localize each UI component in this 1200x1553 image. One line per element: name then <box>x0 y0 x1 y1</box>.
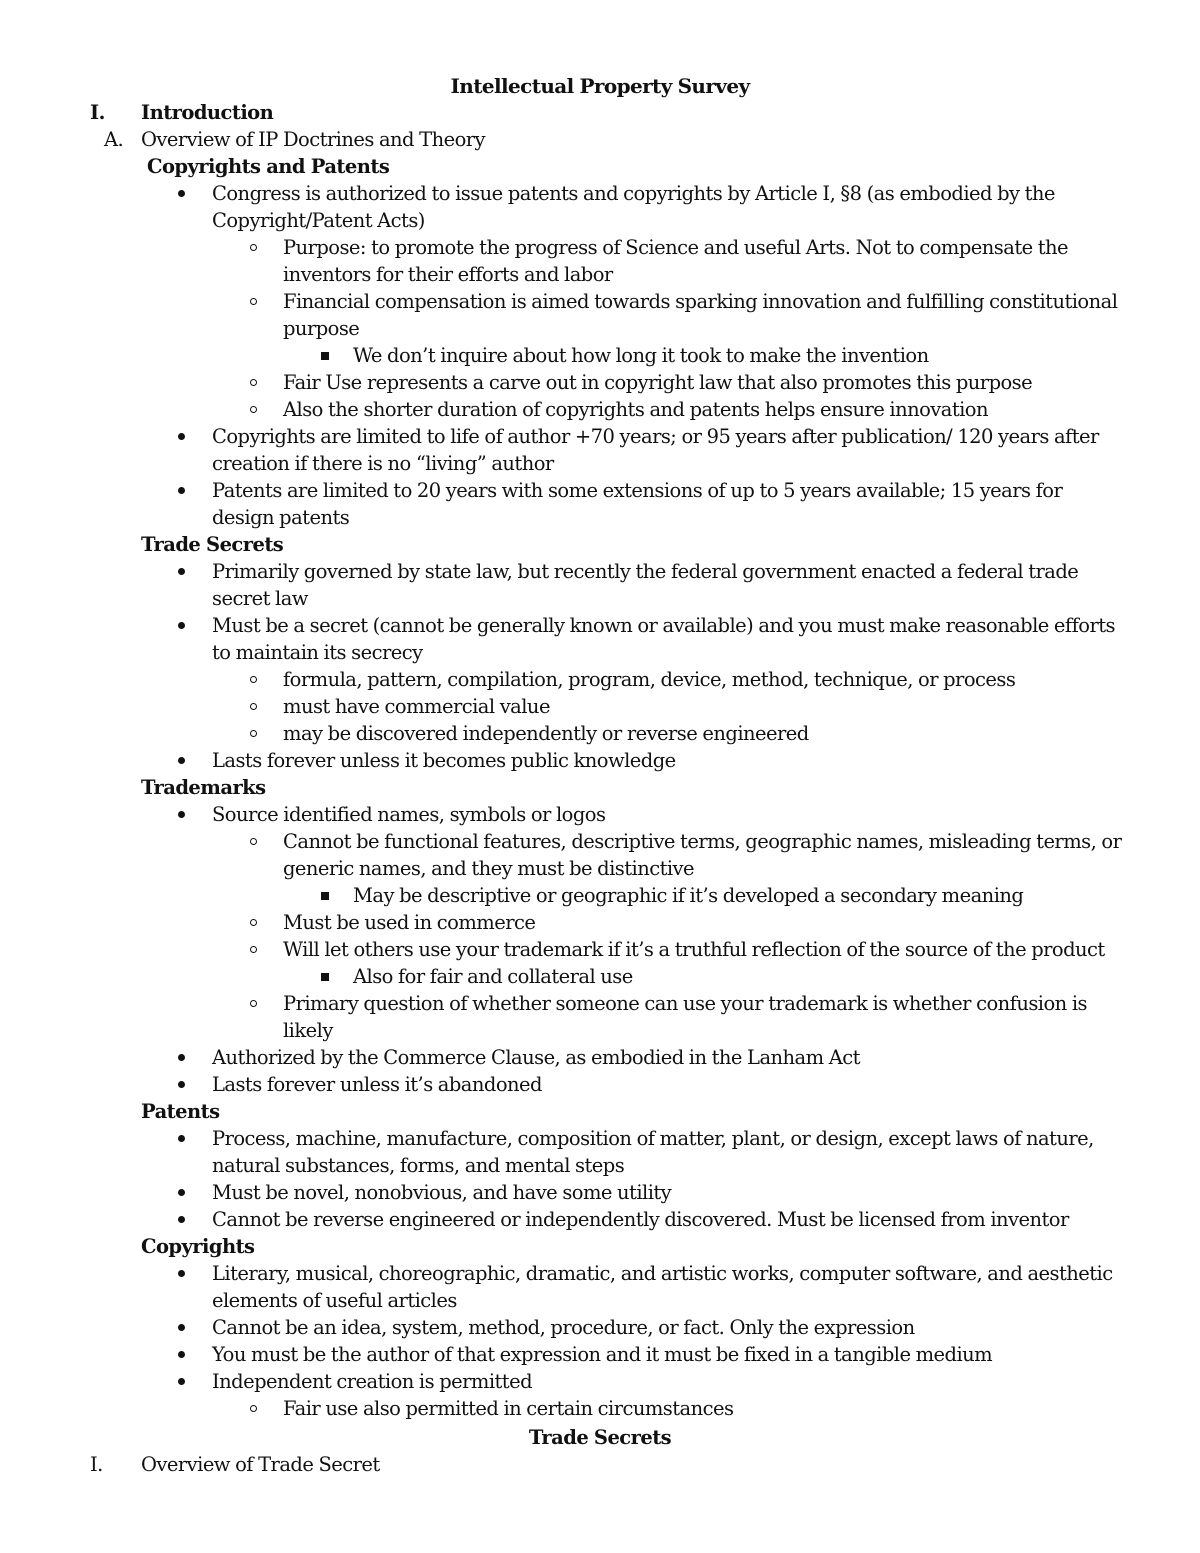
list-item: Copyright/Patent Acts) <box>212 209 425 232</box>
list-item: Authorized by the Commerce Clause, as embodied in the Lanham Act <box>212 1046 860 1069</box>
subsection-heading: Overview of IP Doctrines and Theory <box>141 128 486 151</box>
list-item: elements of useful articles <box>212 1289 457 1312</box>
circle-bullet-icon <box>250 838 257 845</box>
sub-list-item: Fair Use represents a carve out in copyright law that also promotes this purpose <box>283 371 1033 394</box>
bullet-icon <box>178 1324 185 1331</box>
circle-bullet-icon <box>250 1405 257 1412</box>
list-item: creation if there is no “living” author <box>212 452 554 475</box>
list-item: natural substances, forms, and mental steps <box>212 1154 625 1177</box>
sub-list-item: Cannot be functional features, descriptive terms, geographic names, misleading terms, or <box>283 830 1122 853</box>
list-item: Process, machine, manufacture, composition of matter, plant, or design, except laws of nature, <box>212 1127 1094 1150</box>
square-bullet-icon <box>321 973 329 981</box>
list-item: Literary, musical, choreographic, dramatic, and artistic works, computer software, and aesthetic <box>212 1262 1113 1285</box>
bullet-icon <box>178 1135 185 1142</box>
list-item: You must be the author of that expression and it must be fixed in a tangible medium <box>212 1343 993 1366</box>
sub-list-item: Will let others use your trademark if it’s a truthful reflection of the source of the product <box>283 938 1105 961</box>
circle-bullet-icon <box>250 244 257 251</box>
topic-heading: Copyrights and Patents <box>147 155 390 178</box>
circle-bullet-icon <box>250 406 257 413</box>
sub-list-item: may be discovered independently or reverse engineered <box>283 722 809 745</box>
bullet-icon <box>178 487 185 494</box>
list-item: Congress is authorized to issue patents and copyrights by Article I, §8 (as embodied by the <box>212 182 1055 205</box>
sub-list-item: Purpose: to promote the progress of Science and useful Arts. Not to compensate the <box>283 236 1069 259</box>
list-item: to maintain its secrecy <box>212 641 423 664</box>
list-item: Source identified names, symbols or logos <box>212 803 606 826</box>
list-item: design patents <box>212 506 350 529</box>
circle-bullet-icon <box>250 298 257 305</box>
list-item: Patents are limited to 20 years with some extensions of up to 5 years available; 15 years for <box>212 479 1063 502</box>
bullet-icon <box>178 1270 185 1277</box>
sub-list-item: must have commercial value <box>283 695 550 718</box>
bullet-icon <box>178 1054 185 1061</box>
topic-heading: Trade Secrets <box>141 533 284 556</box>
circle-bullet-icon <box>250 703 257 710</box>
list-item: Cannot be an idea, system, method, procedure, or fact. Only the expression <box>212 1316 915 1339</box>
circle-bullet-icon <box>250 946 257 953</box>
topic-heading: Patents <box>141 1100 220 1123</box>
sub-sub-list-item: Also for fair and collateral use <box>353 965 633 988</box>
sub-list-item: Also the shorter duration of copyrights and patents helps ensure innovation <box>283 398 988 421</box>
bullet-icon <box>178 568 185 575</box>
bullet-icon <box>178 1189 185 1196</box>
bullet-icon <box>178 757 185 764</box>
sub-list-item: generic names, and they must be distinctive <box>283 857 695 880</box>
sub-list-item: Must be used in commerce <box>283 911 536 934</box>
topic-heading: Trademarks <box>141 776 266 799</box>
section-numeral: I. <box>90 1453 103 1476</box>
sub-list-item: Financial compensation is aimed towards sparking innovation and fulfilling constitutional <box>283 290 1118 313</box>
section-heading: Overview of Trade Secret <box>141 1453 380 1476</box>
sub-list-item: Fair use also permitted in certain circumstances <box>283 1397 734 1420</box>
circle-bullet-icon <box>250 919 257 926</box>
list-item: Lasts forever unless it becomes public knowledge <box>212 749 676 772</box>
topic-heading: Copyrights <box>141 1235 255 1258</box>
square-bullet-icon <box>321 352 329 360</box>
list-item: Copyrights are limited to life of author +70 years; or 95 years after publication/ 120 years after <box>212 425 1099 448</box>
square-bullet-icon <box>321 892 329 900</box>
sub-sub-list-item: May be descriptive or geographic if it’s developed a secondary meaning <box>353 884 1024 907</box>
bullet-icon <box>178 433 185 440</box>
circle-bullet-icon <box>250 730 257 737</box>
sub-list-item: Primary question of whether someone can use your trademark is whether confusion is <box>283 992 1087 1015</box>
section-numeral: I. <box>90 101 105 124</box>
sub-list-item: likely <box>283 1019 333 1042</box>
circle-bullet-icon <box>250 379 257 386</box>
circle-bullet-icon <box>250 1000 257 1007</box>
list-item: Must be novel, nonobvious, and have some utility <box>212 1181 672 1204</box>
circle-bullet-icon <box>250 676 257 683</box>
bullet-icon <box>178 1378 185 1385</box>
list-item: Lasts forever unless it’s abandoned <box>212 1073 542 1096</box>
bullet-icon <box>178 190 185 197</box>
list-item: Cannot be reverse engineered or independently discovered. Must be licensed from inventor <box>212 1208 1069 1231</box>
bullet-icon <box>178 811 185 818</box>
closing-heading: Trade Secrets <box>528 1426 672 1449</box>
sub-list-item: purpose <box>283 317 360 340</box>
bullet-icon <box>178 622 185 629</box>
list-item: Primarily governed by state law, but recently the federal government enacted a federal trade <box>212 560 1079 583</box>
bullet-icon <box>178 1216 185 1223</box>
section-heading: Introduction <box>141 101 274 124</box>
bullet-icon <box>178 1081 185 1088</box>
list-item: Must be a secret (cannot be generally known or available) and you must make reasonable efforts <box>212 614 1115 637</box>
sub-list-item: inventors for their efforts and labor <box>283 263 613 286</box>
list-item: secret law <box>212 587 308 610</box>
sub-list-item: formula, pattern, compilation, program, device, method, technique, or process <box>283 668 1016 691</box>
document-title: Intellectual Property Survey <box>450 74 750 98</box>
subsection-letter: A. <box>104 128 124 151</box>
bullet-icon <box>178 1351 185 1358</box>
sub-sub-list-item: We don’t inquire about how long it took to make the invention <box>353 344 929 367</box>
list-item: Independent creation is permitted <box>212 1370 533 1393</box>
